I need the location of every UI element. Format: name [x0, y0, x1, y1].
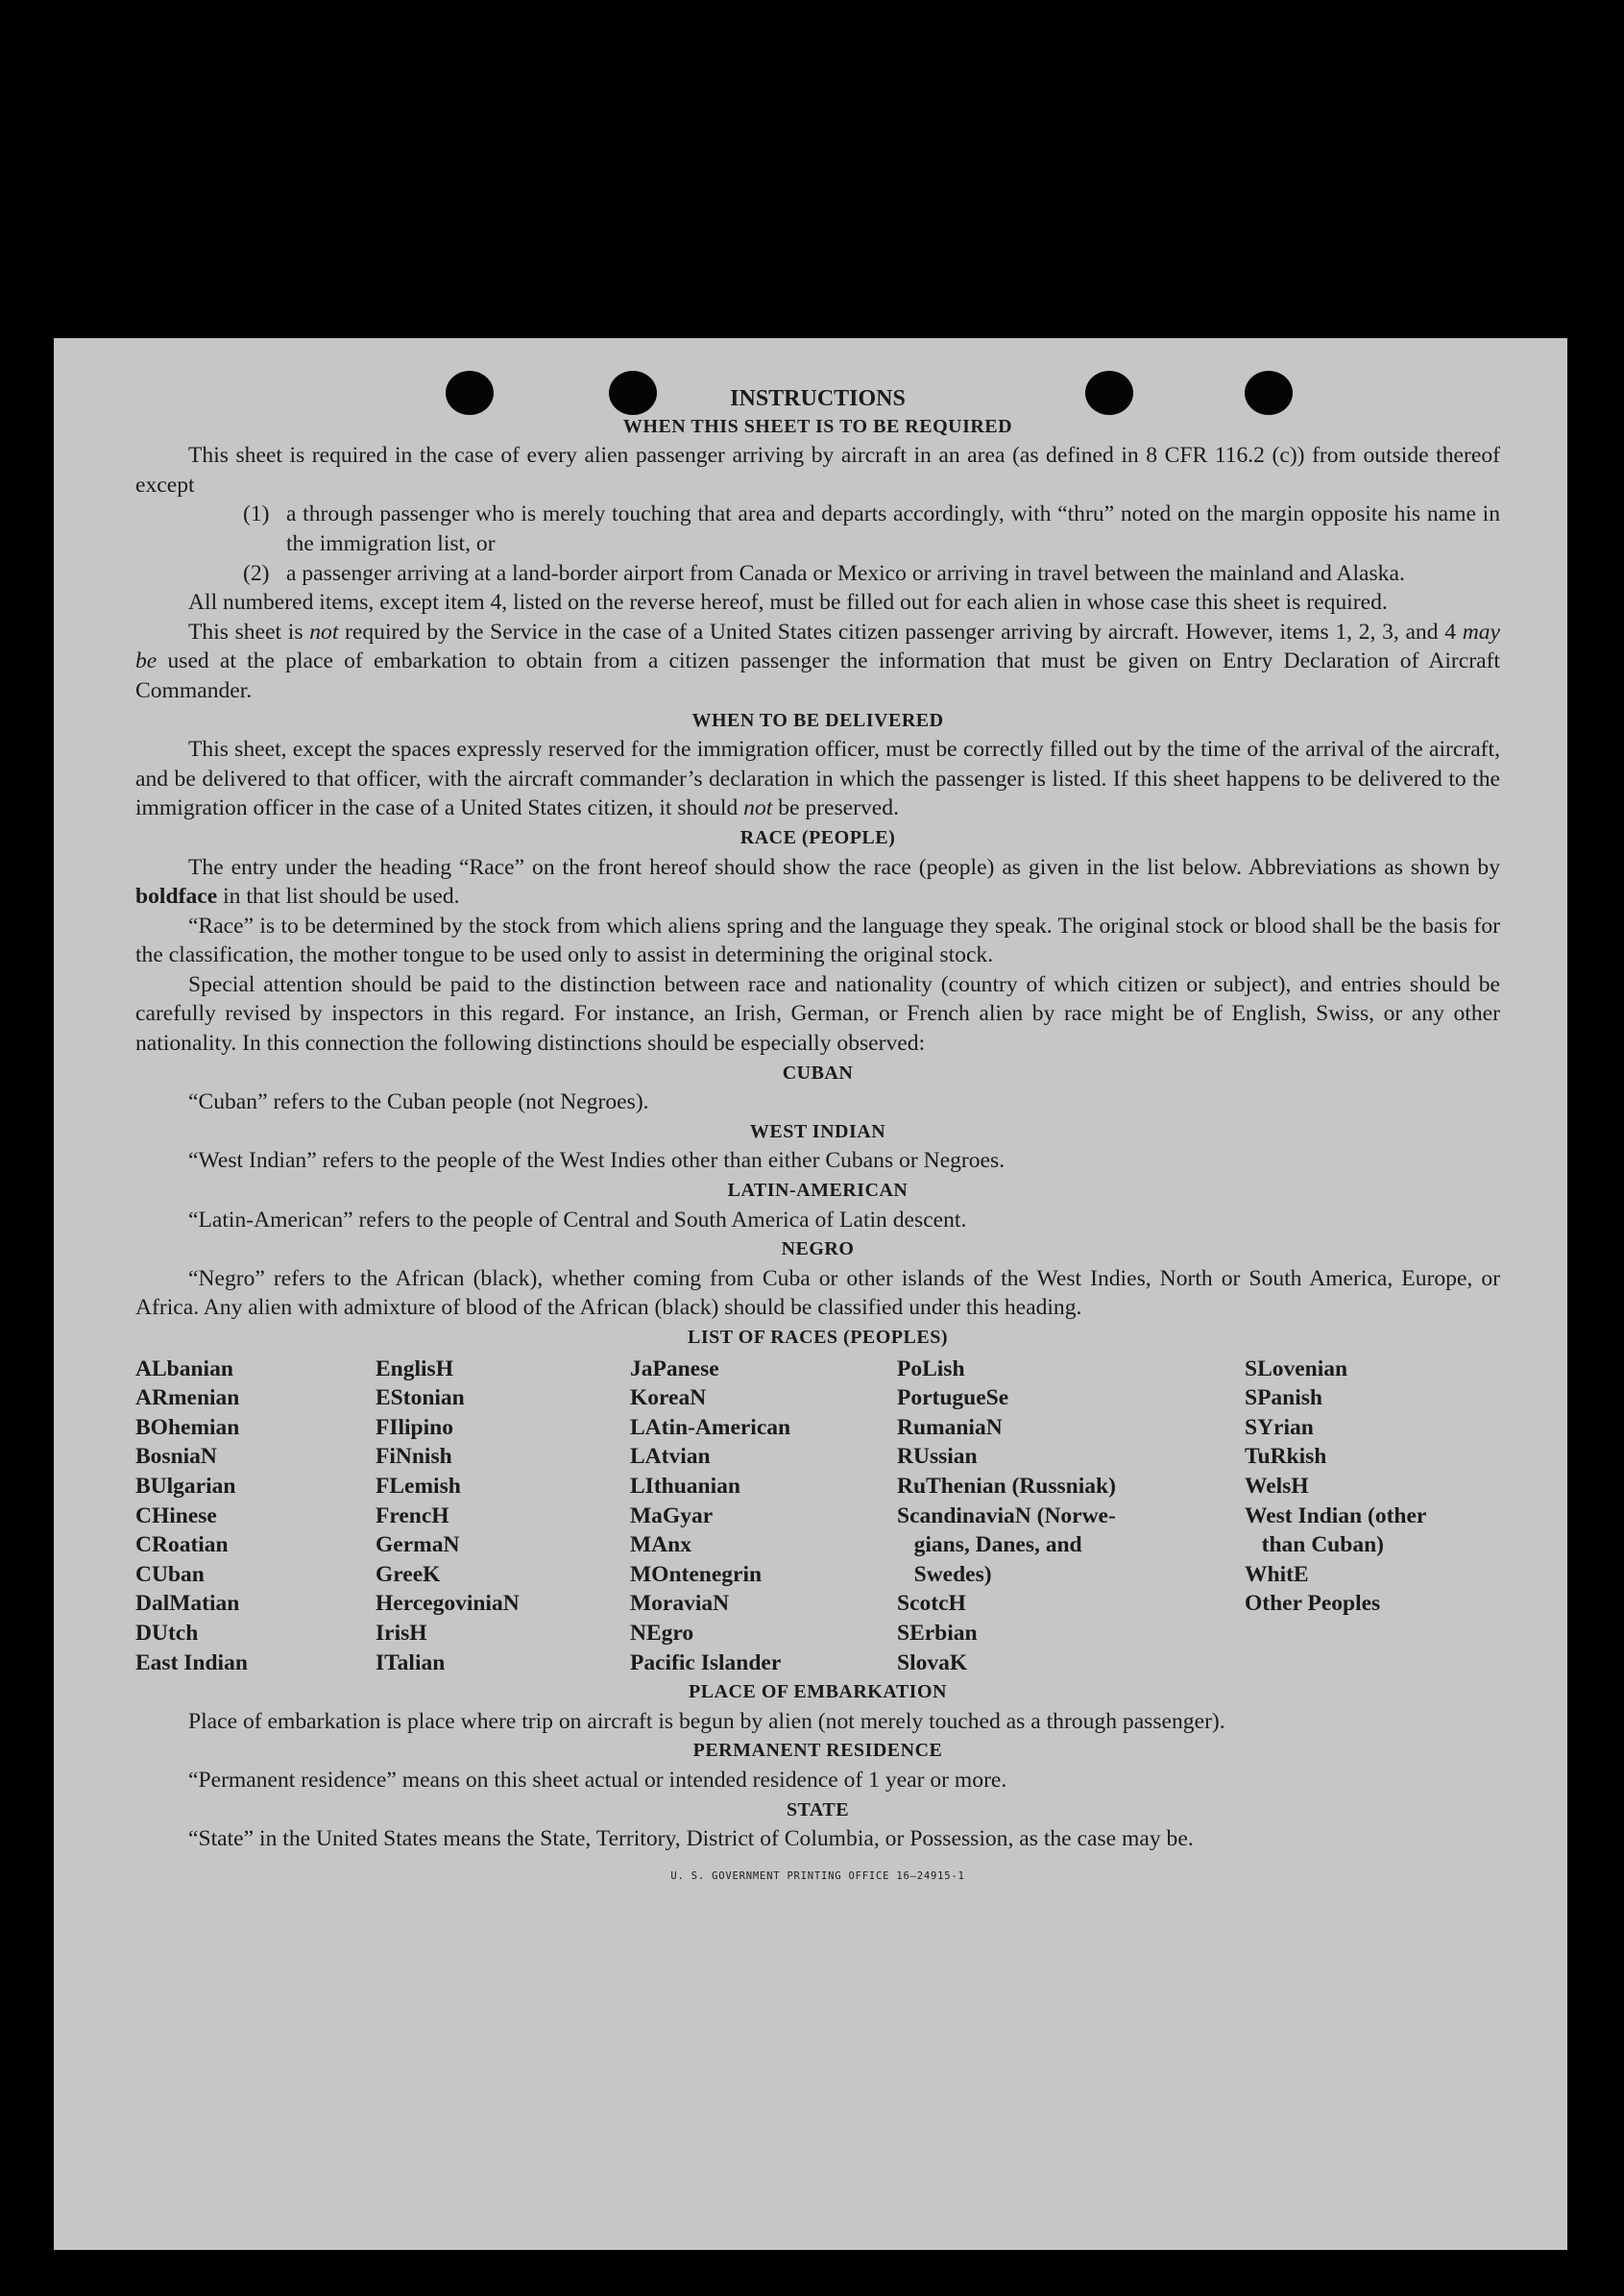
- race-entry: East Indian: [135, 1649, 248, 1675]
- races-column-1: [135, 1355, 376, 1678]
- race-entry: ALbanian: [135, 1356, 233, 1381]
- race-entry: Pacific Islander: [630, 1649, 782, 1675]
- race-entry: SLovenian: [1245, 1356, 1348, 1381]
- paragraph: “Latin-American” refers to the people of Central and South America of Latin descent.: [188, 1207, 967, 1233]
- race-entry: CHinese: [135, 1502, 217, 1528]
- race-entry: HercegoviniaN: [376, 1591, 520, 1617]
- paragraph: “State” in the United States means the State, Territory, District of Columbia, or Possession, as the case may be.: [188, 1826, 1194, 1852]
- paragraph: “Negro” refers to the African (black), whether coming from Cuba or other islands of the West Indies, North or South America, Europe, or Africa. Any alien with admixture of blood of the African (black) should be classified under this heading.: [135, 1265, 1500, 1321]
- list-item: [135, 559, 1500, 589]
- race-entry: LIthuanian: [630, 1473, 740, 1499]
- paragraph: This sheet is required in the case of every alien passenger arriving by aircraft in an area (as defined in 8 CFR 116.2 (c)) from outside thereof except: [135, 443, 1500, 498]
- race-entry: MoraviaN: [630, 1591, 730, 1617]
- paragraph: This sheet is not required by the Service in the case of a United States citizen passenger arriving by aircraft. However, items 1, 2, 3, and 4 may be used at the place of embarkation to obtain from a citizen passenger the information that must be given on Entry Declaration of Aircraft Commander.: [135, 619, 1500, 703]
- race-entry: Other Peoples: [1245, 1591, 1381, 1617]
- race-entry: EnglisH: [376, 1356, 453, 1381]
- race-entry: DalMatian: [135, 1591, 240, 1617]
- paragraph: Special attention should be paid to the distinction between race and nationality (country of which citizen or subject), and entries should be carefully revised by inspectors in this regard. For instance, an Irish, German, or French alien by race might be of English, Swiss, or any other nationality. In this connection the following distinctions should be especially observed:: [135, 971, 1500, 1057]
- race-entry: SYrian: [1245, 1414, 1314, 1440]
- section-heading: CUBAN: [782, 1062, 854, 1084]
- race-entry: than Cuban): [1245, 1532, 1384, 1558]
- item-number: (1): [243, 501, 270, 527]
- races-column-4: [897, 1355, 1245, 1678]
- list-item: [135, 500, 1500, 558]
- race-entry: BUlgarian: [135, 1473, 236, 1499]
- paragraph: All numbered items, except item 4, listed on the reverse hereof, must be filled out for each alien in whose case this sheet is required.: [188, 590, 1388, 616]
- race-entry: TuRkish: [1245, 1444, 1327, 1470]
- printer-imprint: U. S. GOVERNMENT PRINTING OFFICE 16—24915-1: [670, 1869, 965, 1882]
- paragraph: Place of embarkation is place where trip on aircraft is begun by alien (not merely touched as a through passenger).: [188, 1708, 1225, 1734]
- section-heading: RACE (PEOPLE): [739, 826, 896, 848]
- race-entry: MaGyar: [630, 1502, 714, 1528]
- race-entry: West Indian (other: [1245, 1502, 1427, 1528]
- race-entry: WhitE: [1245, 1561, 1309, 1587]
- paragraph: This sheet, except the spaces expressly reserved for the immigration officer, must be correctly filled out by the time of the arrival of the aircraft, and be delivered to that officer, with the aircraft commander’s declaration in which the passenger is listed. If this sheet happens to be delivered to the immigration officer in the case of a United States citizen, it should not be preserved.: [135, 737, 1500, 821]
- item-number: (2): [243, 560, 270, 586]
- race-entry: DUtch: [135, 1620, 199, 1646]
- page-title: INSTRUCTIONS: [730, 386, 906, 411]
- races-list: [135, 1355, 1500, 1678]
- race-entry: FrencH: [376, 1502, 449, 1528]
- section-heading: WEST INDIAN: [749, 1120, 886, 1142]
- section-heading: WHEN TO BE DELIVERED: [691, 709, 944, 731]
- section-heading: PLACE OF EMBARKATION: [689, 1681, 947, 1703]
- paragraph: “West Indian” refers to the people of the West Indies other than either Cubans or Negroes.: [188, 1148, 1006, 1174]
- section-heading: PERMANENT RESIDENCE: [692, 1740, 943, 1762]
- race-entry: SErbian: [897, 1620, 978, 1646]
- form-sheet: [54, 338, 1567, 2250]
- item-text: a passenger arriving at a land-border airport from Canada or Mexico or arriving in travel between the mainland and Alaska.: [286, 560, 1405, 586]
- race-entry: FIlipino: [376, 1414, 453, 1440]
- race-entry: MOntenegrin: [630, 1561, 763, 1587]
- races-column-5: [1245, 1355, 1494, 1678]
- race-entry: RUssian: [897, 1444, 978, 1470]
- race-entry: GreeK: [376, 1561, 441, 1587]
- item-text: a through passenger who is merely touching that area and departs accordingly, with “thru” noted on the margin opposite his name in the immigration list, or: [286, 501, 1500, 556]
- instructions-content: [135, 384, 1500, 1891]
- race-entry: gians, Danes, and: [897, 1532, 1082, 1558]
- race-entry: FiNnish: [376, 1444, 452, 1470]
- race-entry: NEgro: [630, 1620, 694, 1646]
- race-entry: ARmenian: [135, 1385, 240, 1411]
- race-entry: SPanish: [1245, 1385, 1322, 1411]
- race-entry: CUban: [135, 1561, 205, 1587]
- race-entry: RumaniaN: [897, 1414, 1003, 1440]
- race-entry: SlovaK: [897, 1649, 968, 1675]
- paragraph: “Race” is to be determined by the stock from which aliens spring and the language they speak. The original stock or blood shall be the basis for the classification, the mother tongue to be used only to assist in determining the original stock.: [135, 913, 1500, 968]
- race-entry: BosniaN: [135, 1444, 217, 1470]
- races-column-2: [376, 1355, 630, 1678]
- section-heading: STATE: [786, 1798, 850, 1820]
- paragraph: “Permanent residence” means on this sheet actual or intended residence of 1 year or more.: [188, 1767, 1007, 1793]
- race-entry: IrisH: [376, 1620, 427, 1646]
- section-heading: LATIN-AMERICAN: [727, 1180, 909, 1202]
- races-column-3: [630, 1355, 897, 1678]
- race-entry: JaPanese: [630, 1356, 719, 1381]
- race-entry: BOhemian: [135, 1414, 240, 1440]
- race-entry: KoreaN: [630, 1385, 707, 1411]
- race-entry: GermaN: [376, 1532, 460, 1558]
- race-entry: LAtvian: [630, 1444, 711, 1470]
- section-heading: NEGRO: [781, 1238, 855, 1260]
- race-entry: CRoatian: [135, 1532, 229, 1558]
- race-entry: FLemish: [376, 1473, 461, 1499]
- race-entry: ScotcH: [897, 1591, 966, 1617]
- race-entry: MAnx: [630, 1532, 691, 1558]
- race-entry: ScandinaviaN (Norwe-: [897, 1502, 1116, 1528]
- race-entry: PoLish: [897, 1356, 965, 1381]
- race-entry: Swedes): [897, 1561, 992, 1587]
- race-entry: PortugueSe: [897, 1385, 1009, 1411]
- section-heading: WHEN THIS SHEET IS TO BE REQUIRED: [622, 415, 1013, 437]
- race-entry: ITalian: [376, 1649, 446, 1675]
- paragraph: “Cuban” refers to the Cuban people (not Negroes).: [188, 1089, 649, 1115]
- race-entry: RuThenian (Russniak): [897, 1473, 1116, 1499]
- race-entry: EStonian: [376, 1385, 465, 1411]
- race-entry: WelsH: [1245, 1473, 1309, 1499]
- race-entry: LAtin-American: [630, 1414, 791, 1440]
- paragraph: The entry under the heading “Race” on the front hereof should show the race (people) as given in the list below. Abbreviations as shown by boldface in that list should be used.: [135, 854, 1500, 910]
- section-heading: LIST OF RACES (PEOPLES): [687, 1327, 948, 1348]
